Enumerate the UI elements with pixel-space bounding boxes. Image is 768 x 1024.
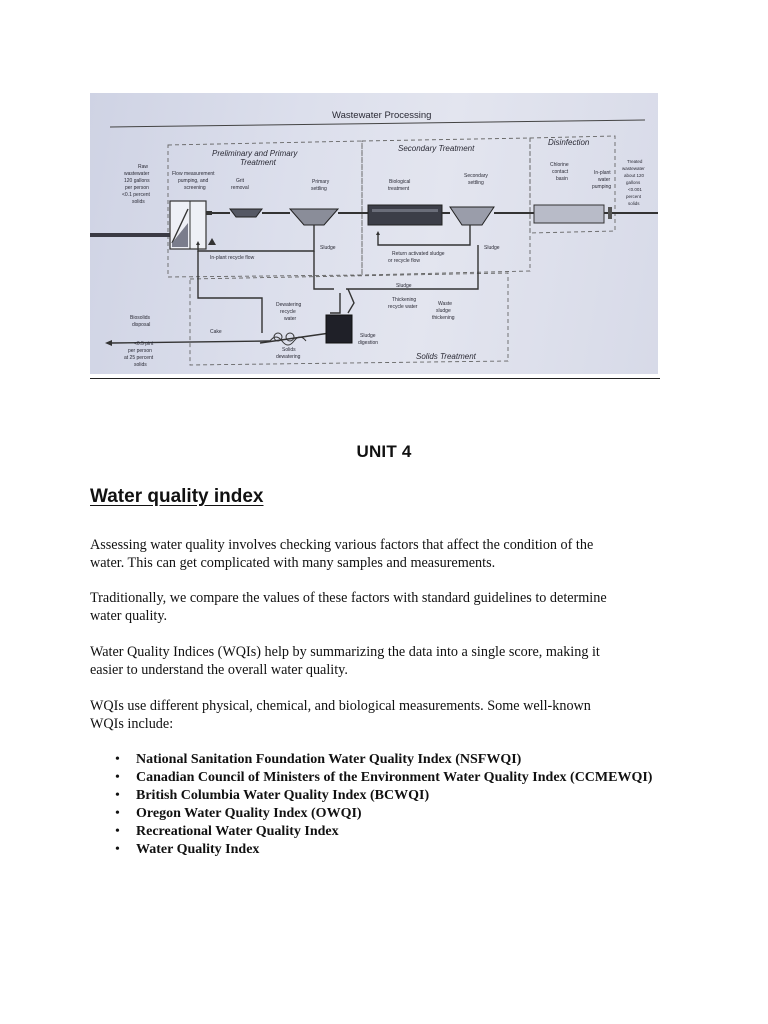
wastewater-processing-photo [90, 93, 658, 374]
svg-text:or recycle flow: or recycle flow [388, 258, 420, 264]
svg-text:Dewatering: Dewatering [276, 302, 302, 308]
svg-text:removal: removal [231, 185, 249, 191]
svg-text:Secondary: Secondary [464, 173, 488, 179]
biological-reactor [368, 205, 442, 225]
list-item: • Canadian Council of Ministers of the Environment Water Quality Index (CCMEWQI) [115, 769, 655, 787]
list-item: • National Sanitation Foundation Water Quality Index (NSFWQI) [115, 751, 655, 769]
svg-text:per person: per person [128, 348, 152, 354]
section-disinfection: Disinfection [548, 138, 590, 147]
svg-text:<0.001: <0.001 [628, 187, 642, 192]
primary-clarifier [290, 209, 338, 225]
svg-text:Sludge: Sludge [320, 245, 336, 251]
svg-text:120 gallons: 120 gallons [124, 178, 150, 184]
sludge-digester [326, 315, 352, 343]
svg-text:Sludge: Sludge [360, 333, 376, 339]
svg-text:Waste: Waste [438, 301, 452, 307]
process-unit-labels [172, 162, 611, 192]
svg-text:Solids: Solids [282, 347, 296, 353]
svg-text:settling: settling [468, 180, 484, 186]
svg-text:Flow measurement: Flow measurement [172, 171, 215, 177]
section-primary-line2: Treatment [240, 158, 276, 167]
paragraph-1: Assessing water quality involves checking various factors that affect the condition of the water. This can get complicated with many samples and measurements. [90, 537, 594, 571]
photo-underline [90, 378, 660, 379]
svg-text:Treated: Treated [627, 159, 643, 164]
svg-text:Biological: Biological [389, 179, 411, 185]
unit-title: UNIT 4 [356, 442, 412, 461]
svg-text:gallons: gallons [626, 180, 641, 185]
svg-text:contact: contact [552, 169, 569, 175]
svg-text:Chlorine: Chlorine [550, 162, 569, 168]
paragraph-3: Water Quality Indices (WQIs) help by summarizing the data into a single score, making it easier to understand the overall water quality. [90, 644, 600, 678]
svg-text:solids: solids [628, 201, 640, 206]
svg-text:recycle: recycle [280, 309, 296, 315]
svg-text:at 25 percent: at 25 percent [124, 355, 154, 361]
svg-text:In-plant: In-plant [594, 170, 611, 176]
svg-text:Thickening: Thickening [392, 297, 417, 303]
treated-wastewater-label [622, 159, 645, 206]
svg-text:recycle water: recycle water [388, 304, 418, 310]
paragraph-4: WQIs use different physical, chemical, and biological measurements. Some well-known WQIs include: [90, 698, 591, 732]
flow-labels [124, 245, 500, 368]
influent-pipe [90, 233, 170, 237]
screening-unit [170, 201, 216, 249]
svg-text:water: water [598, 177, 611, 183]
chlorine-basin [534, 205, 604, 223]
svg-text:Primary: Primary [312, 179, 330, 185]
list-item: • British Columbia Water Quality Index (BCWQI) [115, 787, 655, 805]
section-primary: Preliminary and Primary [212, 149, 298, 158]
svg-text:Raw: Raw [138, 164, 149, 170]
svg-text:Grit: Grit [236, 178, 245, 184]
svg-text:digestion: digestion [358, 340, 379, 346]
svg-text:disposal: disposal [132, 322, 151, 328]
diagram-title: Wastewater Processing [332, 110, 432, 121]
svg-text:per person: per person [125, 185, 149, 191]
raw-wastewater-label [122, 164, 151, 205]
diagram-top-rule [110, 120, 645, 127]
svg-text:pumping, and: pumping, and [178, 178, 209, 184]
svg-text:percent: percent [626, 194, 642, 199]
list-item: • Oregon Water Quality Index (OWQI) [115, 805, 655, 823]
svg-text:<0.5 pint: <0.5 pint [134, 341, 154, 347]
svg-text:Biosolids: Biosolids [130, 315, 151, 321]
svg-text:Sludge: Sludge [396, 283, 412, 289]
svg-text:sludge: sludge [436, 308, 451, 314]
svg-text:In-plant recycle flow: In-plant recycle flow [210, 255, 255, 261]
svg-text:Return activated sludge: Return activated sludge [392, 251, 445, 257]
svg-text:wastewater: wastewater [124, 171, 150, 177]
wqi-list [115, 751, 655, 859]
list-item: • Recreational Water Quality Index [115, 823, 655, 841]
svg-text:about 120: about 120 [624, 173, 645, 178]
svg-text:screening: screening [184, 185, 206, 191]
grit-tank [230, 209, 262, 217]
svg-text:wastewater: wastewater [622, 166, 645, 171]
section-heading: Water quality index [90, 486, 264, 507]
svg-text:dewatering: dewatering [276, 354, 301, 360]
svg-text:solids: solids [132, 199, 145, 205]
svg-text:settling: settling [311, 186, 327, 192]
section-secondary: Secondary Treatment [398, 144, 475, 153]
list-item: • Water Quality Index [115, 841, 655, 859]
svg-text:solids: solids [134, 362, 147, 368]
secondary-clarifier [450, 207, 494, 225]
paragraph-2: Traditionally, we compare the values of these factors with standard guidelines to determine water quality. [90, 590, 607, 624]
svg-text:Cake: Cake [210, 329, 222, 335]
svg-text:thickening: thickening [432, 315, 455, 321]
svg-text:water: water [284, 316, 297, 322]
svg-text:treatment: treatment [388, 186, 410, 192]
section-solids: Solids Treatment [416, 352, 476, 361]
svg-text:pumping: pumping [592, 184, 612, 190]
process-diagram [90, 93, 658, 374]
svg-text:<0.1 percent: <0.1 percent [122, 192, 150, 198]
svg-text:basin: basin [556, 176, 568, 182]
svg-text:Sludge: Sludge [484, 245, 500, 251]
